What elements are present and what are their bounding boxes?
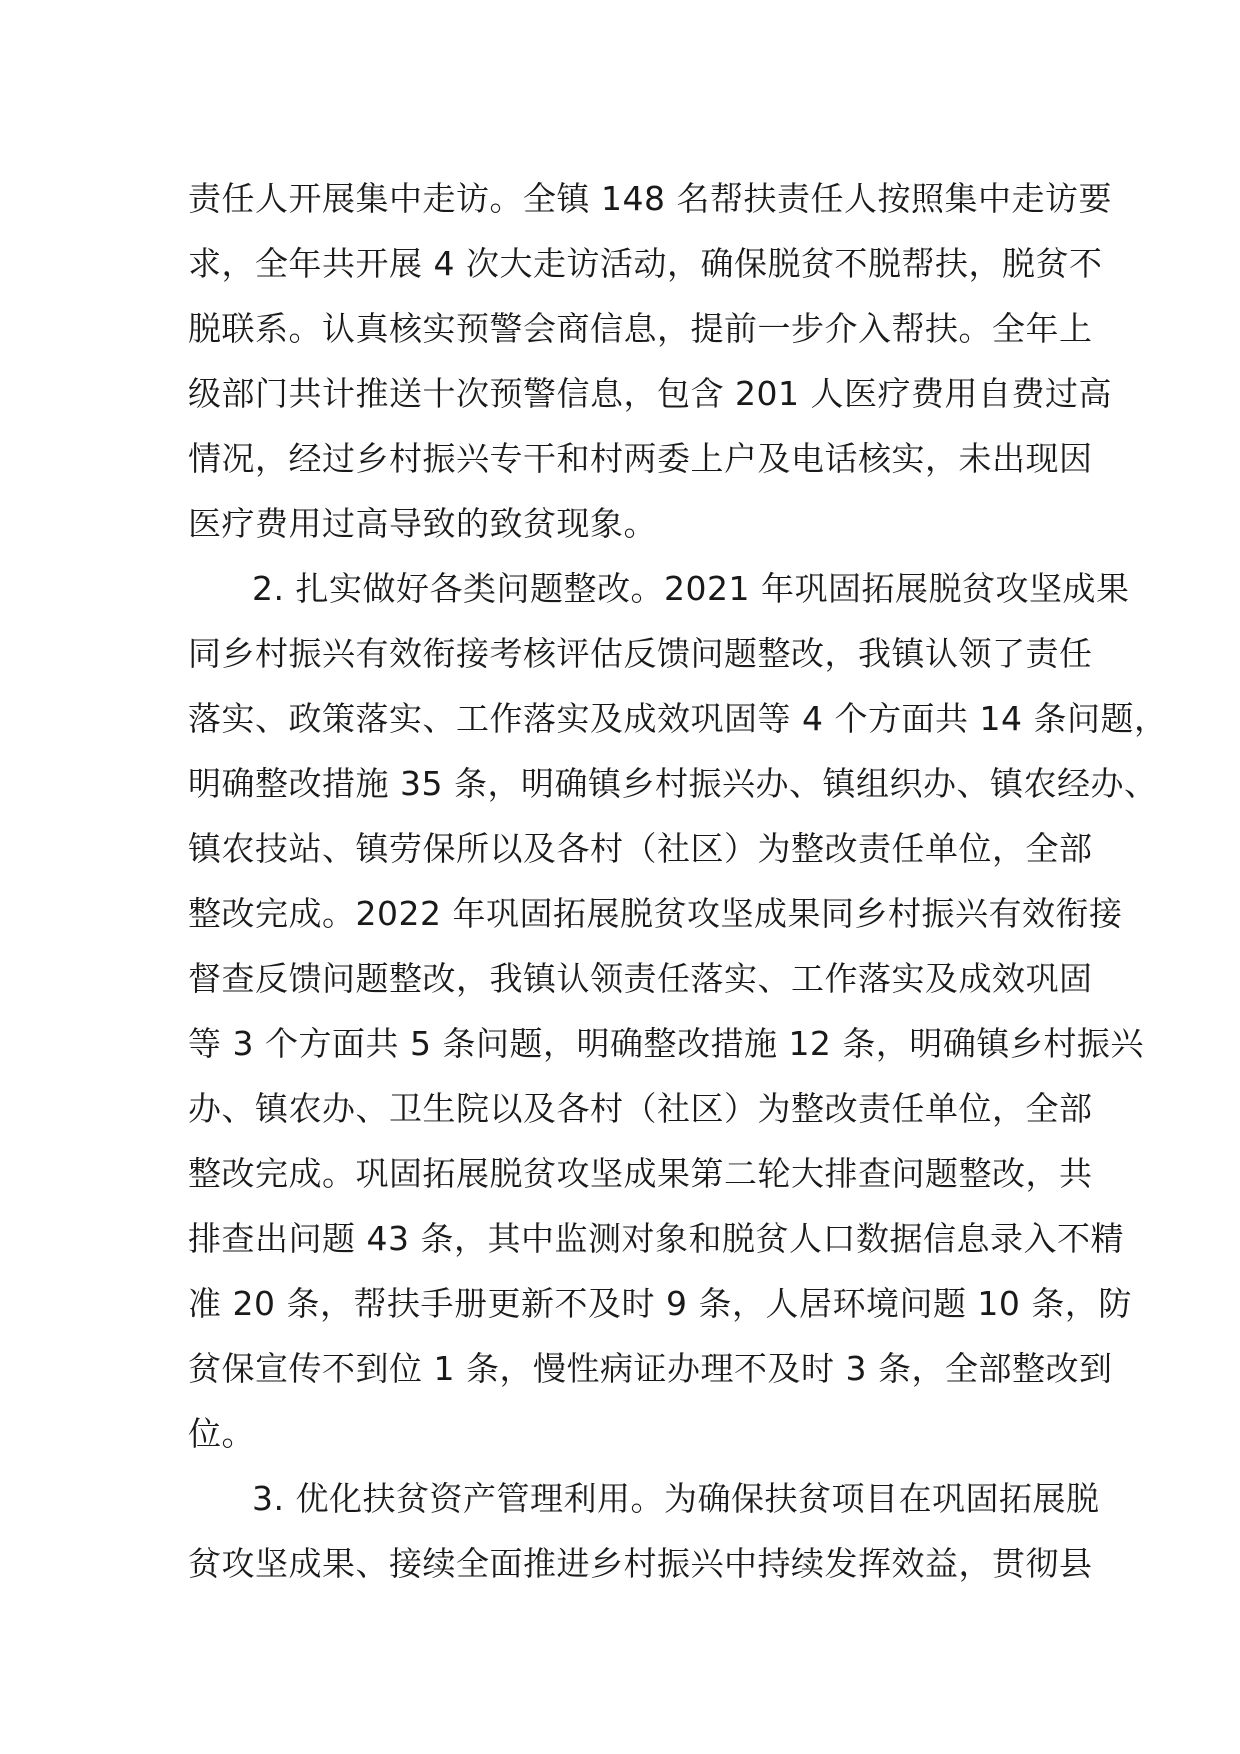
- text-line: 贫保宣传不到位 1 条，慢性病证办理不及时 3 条，全部整改到: [188, 1349, 1113, 1388]
- text-line: 位。: [188, 1414, 255, 1453]
- text-line: 明确整改措施 35 条，明确镇乡村振兴办、镇组织办、镇农经办、: [188, 764, 1158, 803]
- text-line: 镇农技站、镇劳保所以及各村（社区）为整改责任单位，全部: [188, 829, 1093, 868]
- paragraph-start-line: 2. 扎实做好各类问题整改。2021 年巩固拓展脱贫攻坚成果: [252, 569, 1130, 608]
- text-line: 脱联系。认真核实预警会商信息，提前一步介入帮扶。全年上: [188, 309, 1093, 348]
- text-line: 医疗费用过高导致的致贫现象。: [188, 504, 657, 543]
- text-line: 贫攻坚成果、接续全面推进乡村振兴中持续发挥效益，贯彻县: [188, 1544, 1093, 1583]
- text-line: 求，全年共开展 4 次大走访活动，确保脱贫不脱帮扶，脱贫不: [188, 244, 1103, 283]
- paragraph-start-line: 3. 优化扶贫资产管理利用。为确保扶贫项目在巩固拓展脱: [252, 1479, 1100, 1518]
- text-line: 办、镇农办、卫生院以及各村（社区）为整改责任单位，全部: [188, 1089, 1093, 1128]
- text-line: 情况，经过乡村振兴专干和村两委上户及电话核实，未出现因: [188, 439, 1093, 478]
- text-line: 等 3 个方面共 5 条问题，明确整改措施 12 条，明确镇乡村振兴: [188, 1024, 1144, 1063]
- text-line: 落实、政策落实、工作落实及成效巩固等 4 个方面共 14 条问题，: [188, 699, 1168, 738]
- text-line: 同乡村振兴有效衔接考核评估反馈问题整改，我镇认领了责任: [188, 634, 1093, 673]
- text-line: 整改完成。2022 年巩固拓展脱贫攻坚成果同乡村振兴有效衔接: [188, 894, 1123, 933]
- text-line: 准 20 条，帮扶手册更新不及时 9 条，人居环境问题 10 条，防: [188, 1284, 1132, 1323]
- text-line: 督查反馈问题整改，我镇认领责任落实、工作落实及成效巩固: [188, 959, 1093, 998]
- text-line: 责任人开展集中走访。全镇 148 名帮扶责任人按照集中走访要: [188, 179, 1112, 218]
- text-line: 级部门共计推送十次预警信息，包含 201 人医疗费用自费过高: [188, 374, 1112, 413]
- text-line: 排查出问题 43 条，其中监测对象和脱贫人口数据信息录入不精: [188, 1219, 1124, 1258]
- text-line: 整改完成。巩固拓展脱贫攻坚成果第二轮大排查问题整改，共: [188, 1154, 1093, 1193]
